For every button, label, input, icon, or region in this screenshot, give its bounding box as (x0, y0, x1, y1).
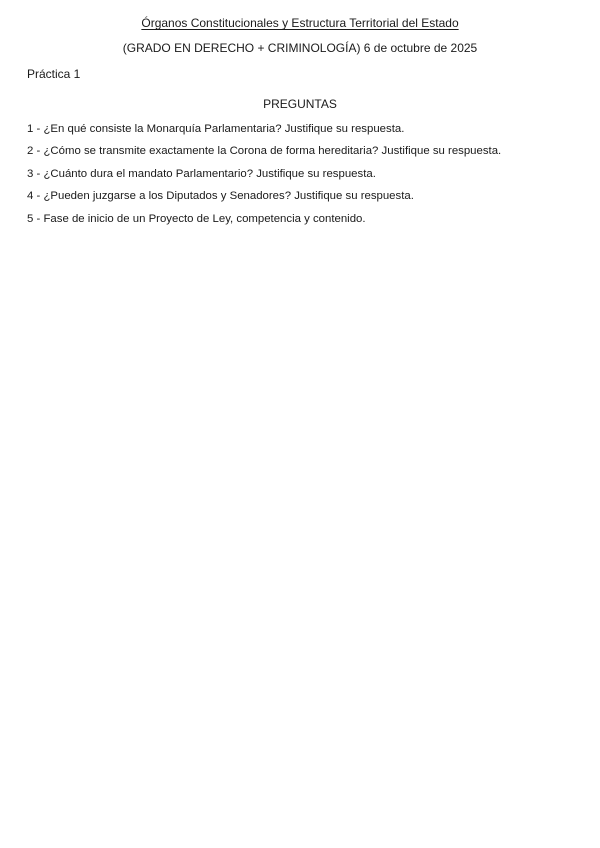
practice-label: Práctica 1 (27, 67, 81, 81)
question-item-2: 2 - ¿Cómo se transmite exactamente la Corona de forma hereditaria? Justifique su respuesta. (27, 145, 502, 158)
question-item-5: 5 - Fase de inicio de un Proyecto de Ley, competencia y contenido. (27, 212, 366, 225)
section-heading: PREGUNTAS (263, 97, 337, 111)
questions-list (27, 122, 573, 226)
question-item-1: 1 - ¿En qué consiste la Monarquía Parlamentaria? Justifique su respuesta. (27, 123, 405, 135)
question-item-3: 3 - ¿Cuánto dura el mandato Parlamentario? Justifique su respuesta. (27, 167, 376, 180)
question-item-4: 4 - ¿Pueden juzgarse a los Diputados y Senadores? Justifique su respuesta. (27, 190, 414, 203)
document-subtitle: (GRADO EN DERECHO + CRIMINOLOGÍA) 6 de octubre de 2025 (122, 41, 478, 55)
document-title: Órganos Constitucionales y Estructura Territorial del Estado (141, 16, 459, 30)
